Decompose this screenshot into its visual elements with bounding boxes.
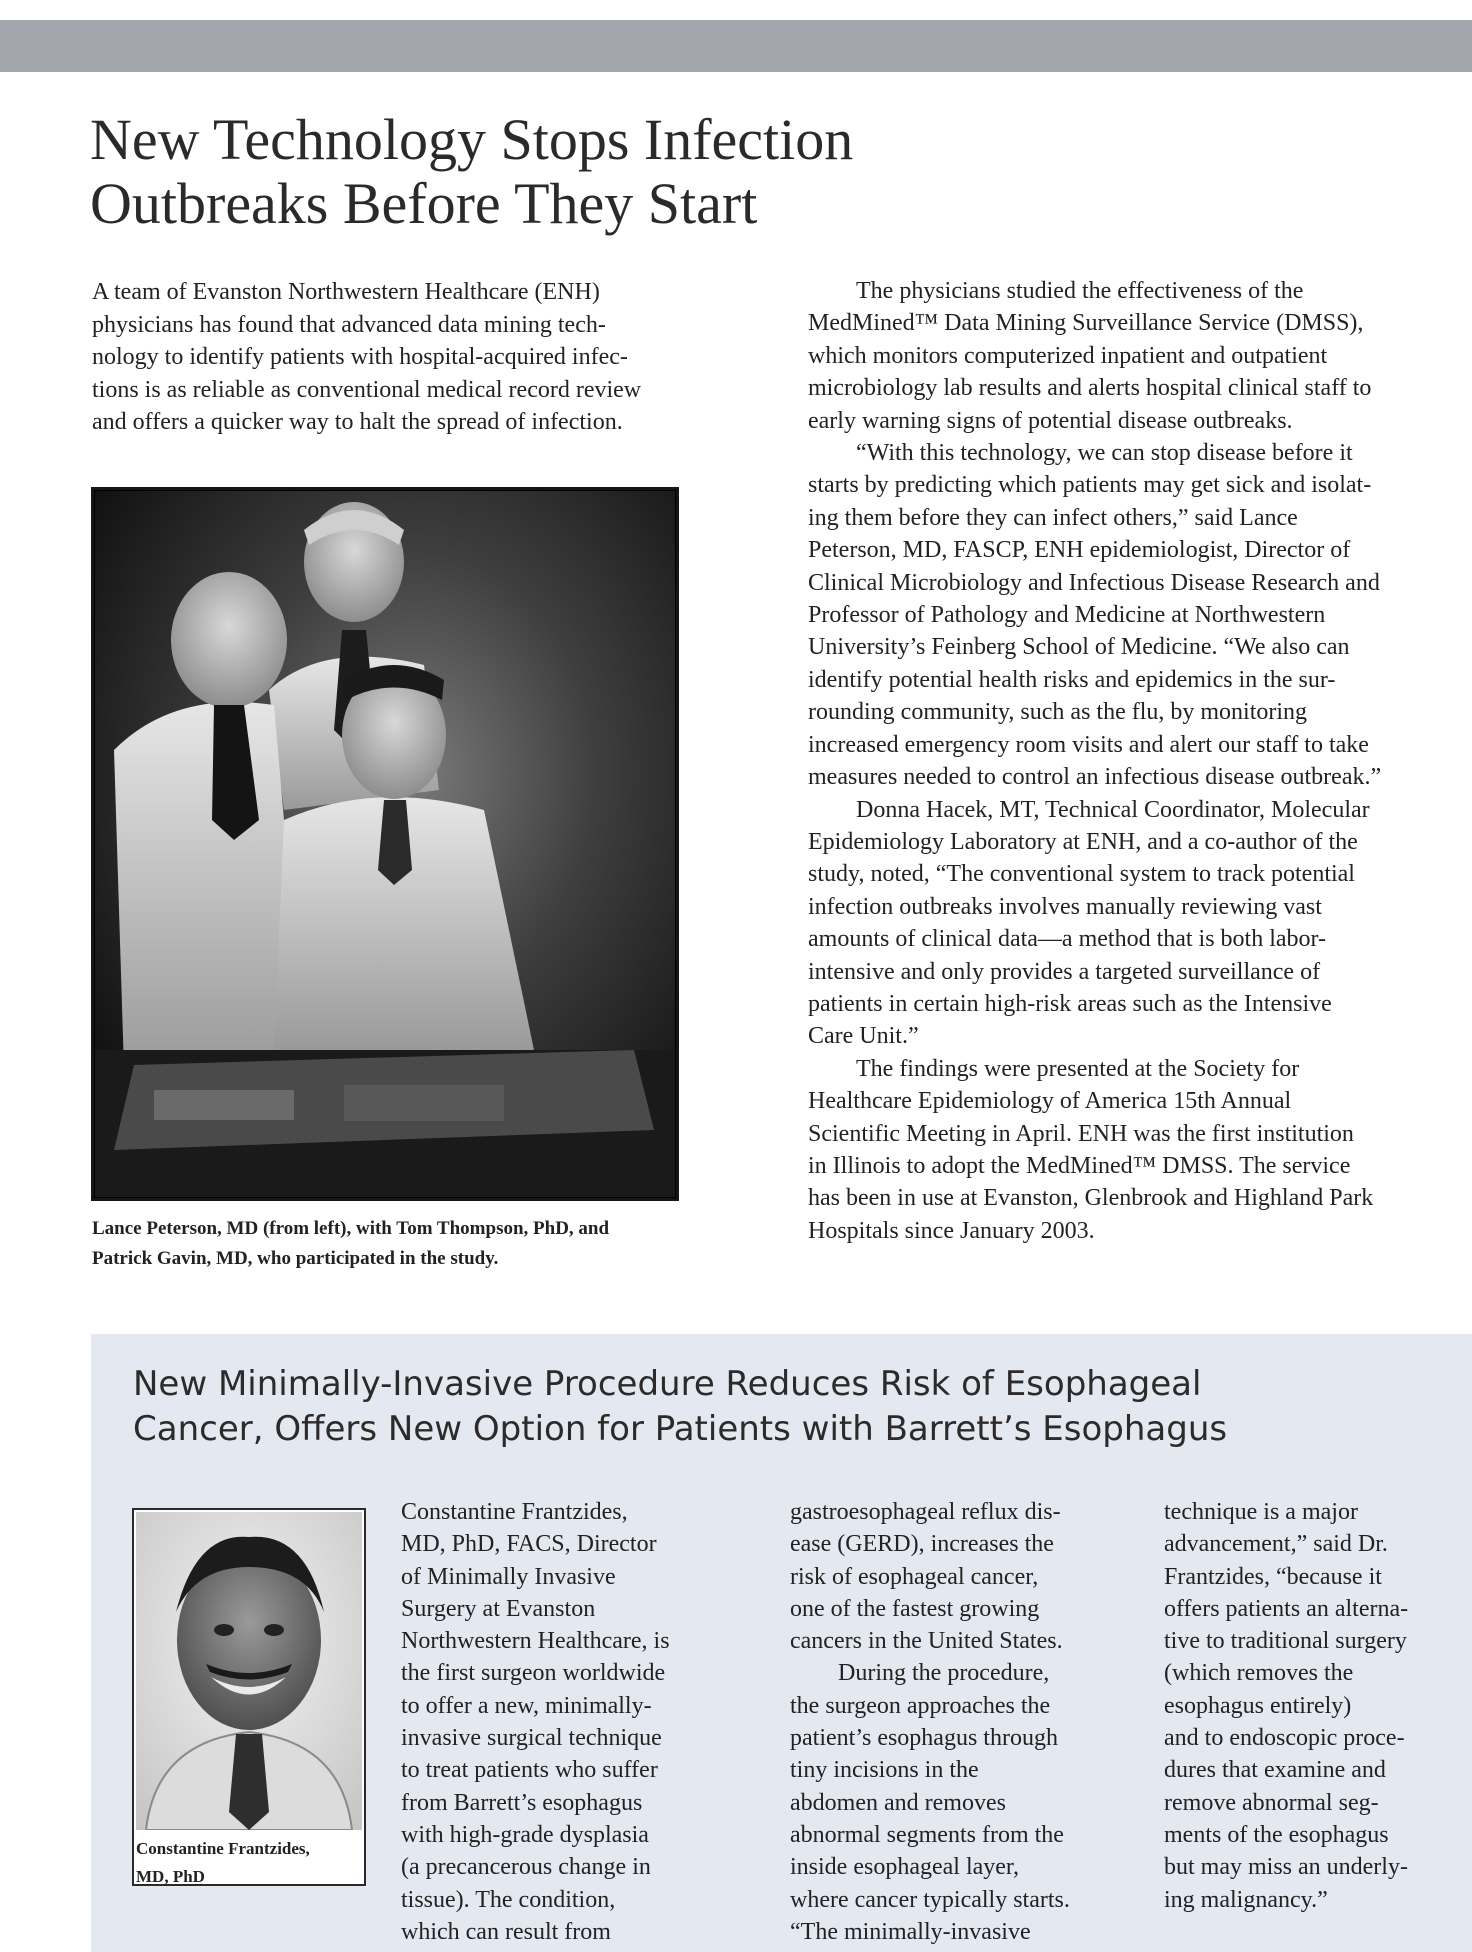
body-line: abnormal segments from the xyxy=(790,1821,1064,1848)
body-line: which can result from xyxy=(401,1918,611,1945)
portrait-caption xyxy=(136,1835,366,1891)
body-line: During the procedure, xyxy=(838,1660,1050,1687)
body-line: where cancer typically starts. xyxy=(790,1886,1070,1913)
portrait-photo-frame xyxy=(132,1508,366,1886)
body-line: the surgeon approaches the xyxy=(790,1692,1051,1719)
body-line: risk of esophageal cancer, xyxy=(790,1563,1039,1590)
lead-line: A team of Evanston Northwestern Healthcare (ENH) xyxy=(92,279,600,305)
body-line: gastroesophageal reflux dis- xyxy=(790,1499,1061,1525)
body-line: Professor of Pathology and Medicine at Northwestern xyxy=(808,602,1326,629)
lead-line: physicians has found that advanced data mining tech- xyxy=(92,311,606,338)
body-line: rounding community, such as the flu, by monitoring xyxy=(808,699,1308,726)
body-line: (which removes the xyxy=(1164,1660,1354,1687)
body-line: (a precancerous change in xyxy=(401,1854,651,1881)
headline-line: Outbreaks Before They Start xyxy=(90,171,758,236)
body-line: tissue). The condition, xyxy=(401,1886,616,1913)
body-line: early warning signs of potential disease outbreaks. xyxy=(808,407,1293,434)
lead-line: nology to identify patients with hospital-acquired infec- xyxy=(92,344,628,370)
body-line: measures needed to control an infectious disease outbreak.” xyxy=(808,764,1382,791)
body-line: Peterson, MD, FASCP, ENH epidemiologist, Director of xyxy=(808,537,1351,564)
article2-column-1 xyxy=(401,1496,771,1948)
article1-headline xyxy=(90,108,990,236)
body-line: dures that examine and xyxy=(1164,1757,1386,1784)
body-line: and to endoscopic proce- xyxy=(1164,1725,1405,1752)
surgeon-portrait-photo xyxy=(136,1512,362,1830)
header-color-band xyxy=(0,20,1472,72)
article2-column-2 xyxy=(790,1496,1150,1948)
caption-line: Constantine Frantzides, xyxy=(136,1839,310,1858)
body-line: Hospitals since January 2003. xyxy=(808,1217,1095,1244)
body-line: Care Unit.” xyxy=(808,1023,919,1050)
body-line: abdomen and removes xyxy=(790,1789,1006,1816)
body-line: amounts of clinical data—a method that is both labor- xyxy=(808,926,1327,953)
body-line: has been in use at Evanston, Glenbrook and Highland Park xyxy=(808,1185,1374,1212)
body-line: Frantzides, “because it xyxy=(1164,1563,1382,1590)
headline-line: Cancer, Offers New Option for Patients with Barrett’s Esophagus xyxy=(133,1409,1228,1449)
body-line: the first surgeon worldwide xyxy=(401,1660,666,1687)
body-line: of Minimally Invasive xyxy=(401,1563,616,1590)
body-line: cancers in the United States. xyxy=(790,1628,1063,1655)
body-line: The findings were presented at the Society for xyxy=(856,1055,1300,1082)
body-line: with high-grade dysplasia xyxy=(401,1821,649,1848)
body-line: Clinical Microbiology and Infectious Disease Research and xyxy=(808,569,1380,596)
body-line: infection outbreaks involves manually reviewing vast xyxy=(808,893,1322,920)
body-line: study, noted, “The conventional system to track potential xyxy=(808,861,1355,888)
lead-line: tions is as reliable as conventional medical record review xyxy=(92,376,642,403)
group-photo-caption xyxy=(92,1214,712,1274)
body-line: microbiology lab results and alerts hospital clinical staff to xyxy=(808,375,1372,402)
lead-line: and offers a quicker way to halt the spread of infection. xyxy=(92,409,623,435)
body-line: “The minimally-invasive xyxy=(790,1918,1031,1945)
body-line: Healthcare Epidemiology of America 15th Annual xyxy=(808,1088,1292,1115)
body-line: which monitors computerized inpatient and outpatient xyxy=(808,342,1328,369)
headline-line: New Minimally-Invasive Procedure Reduces Risk of Esophageal xyxy=(133,1364,1202,1404)
body-line: Northwestern Healthcare, is xyxy=(401,1628,670,1655)
body-line: from Barrett’s esophagus xyxy=(401,1789,643,1816)
body-line: The physicians studied the effectiveness of the xyxy=(856,278,1304,304)
body-line: MD, PhD, FACS, Director xyxy=(401,1531,657,1558)
body-line: inside esophageal layer, xyxy=(790,1854,1019,1881)
headline-line: New Technology Stops Infection xyxy=(90,107,854,172)
body-line: to treat patients who suffer xyxy=(401,1757,658,1784)
body-line: tive to traditional surgery xyxy=(1164,1628,1407,1655)
body-line: ease (GERD), increases the xyxy=(790,1531,1054,1558)
body-line: one of the fastest growing xyxy=(790,1595,1040,1622)
body-line: Constantine Frantzides, xyxy=(401,1499,628,1525)
body-line: to offer a new, minimally- xyxy=(401,1692,652,1719)
body-line: “With this technology, we can stop disease before it xyxy=(856,440,1353,467)
caption-line: MD, PhD xyxy=(136,1867,205,1886)
body-line: tiny incisions in the xyxy=(790,1757,979,1784)
article1-lead-paragraph xyxy=(92,276,742,439)
body-line: starts by predicting which patients may get sick and isolat- xyxy=(808,472,1372,499)
body-line: ments of the esophagus xyxy=(1164,1821,1389,1848)
body-line: Surgery at Evanston xyxy=(401,1595,596,1622)
body-line: patient’s esophagus through xyxy=(790,1725,1058,1752)
body-line: offers patients an alterna- xyxy=(1164,1595,1409,1622)
body-line: advancement,” said Dr. xyxy=(1164,1531,1388,1558)
body-line: University’s Feinberg School of Medicine. “We also can xyxy=(808,634,1350,661)
body-line: Donna Hacek, MT, Technical Coordinator, Molecular xyxy=(856,796,1370,823)
article2-headline xyxy=(133,1362,1453,1452)
body-line: esophagus entirely) xyxy=(1164,1692,1352,1719)
body-line: patients in certain high-risk areas such as the Intensive xyxy=(808,990,1332,1017)
body-line: ing malignancy.” xyxy=(1164,1886,1328,1913)
article1-body-column xyxy=(808,275,1472,1247)
body-line: in Illinois to adopt the MedMined™ DMSS. The service xyxy=(808,1152,1351,1179)
body-line: intensive and only provides a targeted surveillance of xyxy=(808,958,1321,985)
caption-line: Lance Peterson, MD (from left), with Tom Thompson, PhD, and xyxy=(92,1218,610,1239)
body-line: increased emergency room visits and alert our staff to take xyxy=(808,731,1369,758)
body-line: Scientific Meeting in April. ENH was the first institution xyxy=(808,1120,1354,1147)
caption-line: Patrick Gavin, MD, who participated in the study. xyxy=(92,1248,499,1269)
body-line: identify potential health risks and epidemics in the sur- xyxy=(808,666,1336,693)
physicians-group-photo xyxy=(91,487,679,1201)
article2-column-3 xyxy=(1164,1496,1464,1916)
body-line: invasive surgical technique xyxy=(401,1725,662,1752)
body-line: technique is a major xyxy=(1164,1499,1358,1525)
body-line: MedMined™ Data Mining Surveillance Service (DMSS), xyxy=(808,310,1364,337)
body-line: remove abnormal seg- xyxy=(1164,1789,1379,1816)
body-line: ing them before they can infect others,” said Lance xyxy=(808,504,1298,531)
body-line: Epidemiology Laboratory at ENH, and a co-author of the xyxy=(808,828,1358,855)
body-line: but may miss an underly- xyxy=(1164,1854,1408,1881)
